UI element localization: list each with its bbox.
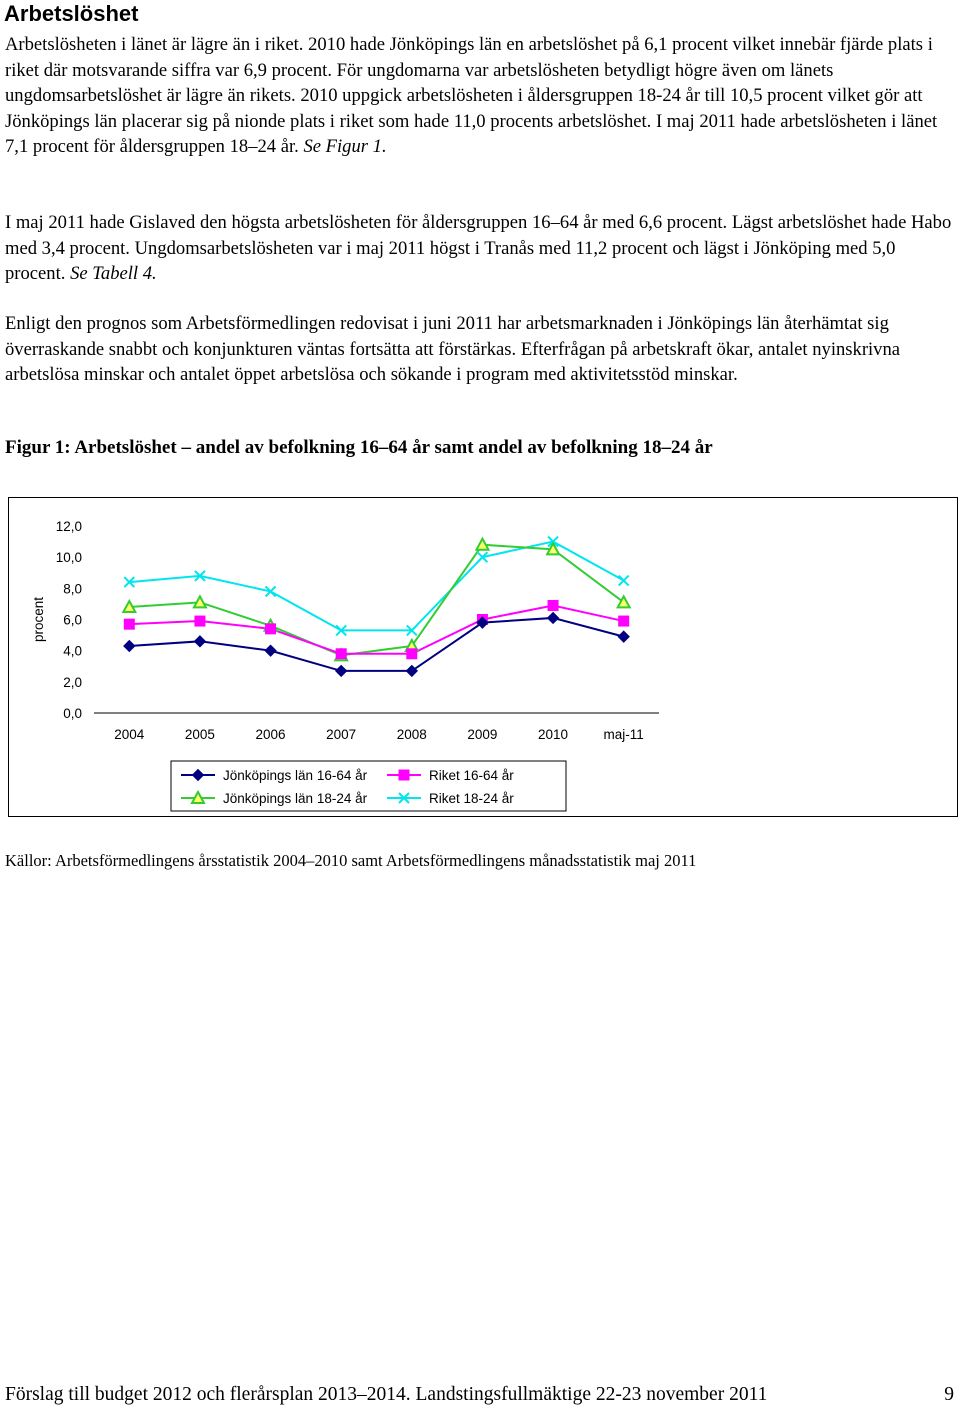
line-chart: [9, 498, 959, 818]
data-point: [548, 612, 559, 623]
y-tick-label: 0,0: [63, 706, 82, 721]
y-tick-label: 8,0: [63, 581, 82, 597]
legend-label: Riket 18-24 år: [429, 791, 514, 806]
data-point: [266, 624, 276, 634]
data-point: [194, 636, 205, 647]
x-tick-label: 2009: [467, 727, 498, 742]
data-point: [618, 631, 629, 642]
x-tick-label: 2010: [538, 727, 569, 742]
paragraph-forecast: Enligt den prognos som Arbetsförmedlingen redovisat i juni 2011 har arbetsmarknaden i Jönköpings län återhämtat sig överraskande snabbt och konjunkturen väntas fortsätta att förstärkas. Efterfrågan på arbetskraft ökar, antalet nyinskrivna arbetslösa minskar och antalet öppet arbetslösa och sökande i program med aktivitetsstöd minskar.: [5, 313, 901, 385]
paragraph-text: I maj 2011 hade Gislaved den högsta arbetslösheten för åldersgruppen 16–64 år med 6,6 procent. Lägst arbetslöshet hade Habo med 3,4 procent. Ungdomsarbetslösheten var i maj 2011 högst i Tranås med 11,2 procent och lägst i Jönköping med 5,0 procent.: [5, 212, 952, 284]
x-tick-label: 2005: [184, 727, 215, 742]
data-point: [619, 616, 629, 626]
x-tick-label: 2007: [326, 727, 357, 742]
x-tick-label: maj-11: [603, 727, 644, 742]
data-point: [548, 600, 558, 610]
legend-label: Jönköpings län 16-64 år: [223, 768, 368, 783]
y-tick-label: 2,0: [63, 674, 82, 690]
y-tick-label: 10,0: [55, 550, 82, 566]
section-heading: Arbetslöshet: [4, 1, 139, 26]
y-axis-label: procent: [31, 596, 46, 643]
figure-reference: Se Figur 1.: [303, 136, 387, 157]
figure-title: Figur 1: Arbetslöshet – andel av befolkning 16–64 år samt andel av befolkning 18–24 år: [5, 437, 713, 458]
paragraph-unemployment-overview: [5, 32, 955, 160]
data-point: [124, 640, 135, 651]
y-tick-label: 6,0: [63, 612, 82, 628]
table-reference: Se Tabell 4.: [70, 263, 157, 284]
sources-note: Källor: Arbetsförmedlingens årsstatistik 2004–2010 samt Arbetsförmedlingens månadsstatistik maj 2011: [5, 851, 697, 870]
y-tick-label: 12,0: [55, 519, 82, 534]
data-point: [406, 665, 417, 676]
y-tick-label: 4,0: [63, 643, 82, 659]
footer-text: Förslag till budget 2012 och flerårsplan 2013–2014. Landstingsfullmäktige 22-23 november 2011: [5, 1384, 768, 1405]
legend-marker: [399, 770, 409, 780]
x-tick-label: 2006: [255, 727, 286, 742]
x-tick-label: 2004: [114, 727, 145, 742]
paragraph-text: Arbetslösheten i länet är lägre än i riket. 2010 hade Jönköpings län en arbetslöshet på 6,1 procent vilket innebär fjärde plats i riket där motsvarande siffra var 6,9 procent. För ungdomarna var arbetslösheten betydligt högre även om länets ungdomsarbetslöshet är lägre än rikets. 2010 uppgick arbetslösheten i åldersgruppen 18-24 år till 10,5 procent vilket gör att Jönköpings län placerar sig på nionde plats i riket som hade 11,0 procents arbetslöshet. I maj 2011 hade arbetslösheten i länet 7,1 procent för åldersgruppen 18–24 år.: [5, 34, 938, 157]
legend-label: Riket 16-64 år: [429, 768, 514, 783]
paragraph-municipalities: [5, 210, 955, 287]
data-point: [265, 645, 276, 656]
data-point: [195, 616, 205, 626]
legend-label: Jönköpings län 18-24 år: [223, 791, 368, 806]
page-number: 9: [944, 1384, 954, 1405]
data-point: [336, 649, 346, 659]
data-point: [619, 576, 629, 586]
x-tick-label: 2008: [396, 727, 427, 742]
data-point: [336, 665, 347, 676]
chart-container: [8, 497, 958, 817]
data-point: [124, 619, 134, 629]
data-point: [407, 649, 417, 659]
